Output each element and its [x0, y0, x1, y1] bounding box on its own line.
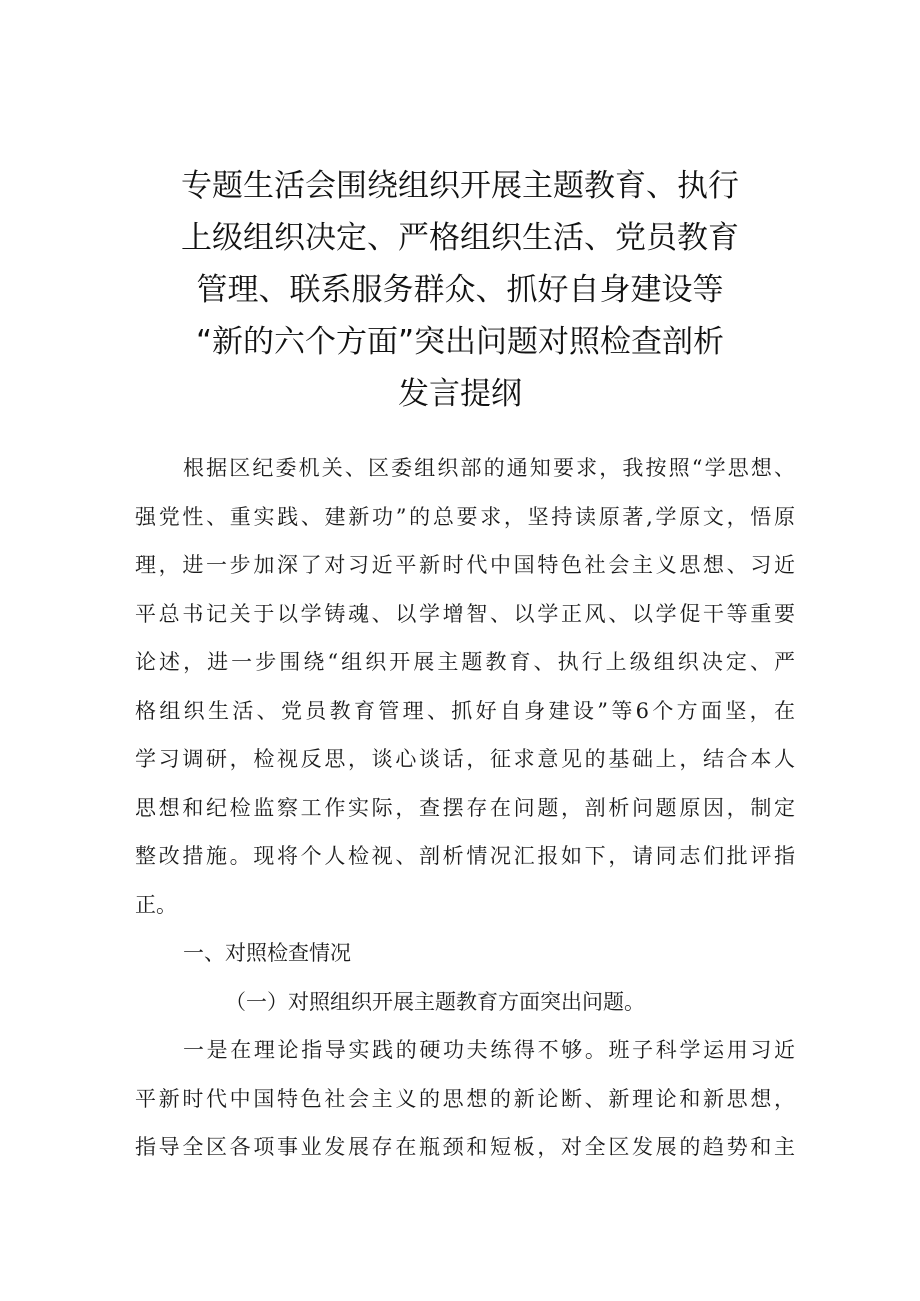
paragraph-line: 平新时代中国特色社会主义的思想的新论断、新理论和新思想，: [135, 1086, 795, 1111]
document-body: [135, 444, 795, 1172]
title-line: “新的六个方面”突出问题对照检查剖析: [195, 324, 725, 360]
paragraph-line: 格组织生活、党员教育管理、抓好自身建设”等6个方面坚，在: [135, 698, 795, 723]
paragraph-line: 强党性、重实践、建新功”的总要求，坚持读原著,学原文，悟原: [135, 504, 795, 529]
title-line: 专题生活会围绕组织开展主题教育、执行: [181, 168, 739, 204]
section-paragraph: [135, 1026, 795, 1172]
paragraph-line: 整改措施。现将个人检视、剖析情况汇报如下，请同志们批评指: [135, 844, 795, 868]
paragraph-line: 思想和纪检监察工作实际，查摆存在问题，剖析问题原因，制定: [135, 795, 795, 820]
paragraph-line: 根据区纪委机关、区委组织部的通知要求，我按照“学思想、: [183, 456, 795, 480]
paragraph-line: 正。: [135, 892, 177, 917]
title-line: 发言提纲: [398, 376, 522, 412]
paragraph-line: 论述，进一步围绕“组织开展主题教育、执行上级组织决定、严: [135, 650, 795, 674]
title-line: 上级组织决定、严格组织生活、党员教育: [181, 220, 739, 256]
title-line: 管理、联系服务群众、抓好自身建设等: [196, 272, 724, 308]
paragraph-line: 学习调研，检视反思，谈心谈话，征求意见的基础上，结合本人: [135, 747, 795, 771]
section-heading: 一、对照检查情况: [183, 941, 351, 965]
paragraph-line: 理，进一步加深了对习近平新时代中国特色社会主义思想、习近: [135, 553, 795, 577]
paragraph-line: 指导全区各项事业发展存在瓶颈和短板，对全区发展的趋势和主: [135, 1135, 795, 1159]
intro-paragraph: [135, 444, 795, 929]
subsection-heading: （一）对照组织开展主题教育方面突出问题。: [225, 989, 645, 1014]
paragraph-line: 平总书记关于以学铸魂、以学增智、以学正风、以学促干等重要: [135, 601, 795, 626]
paragraph-line: 一是在理论指导实践的硬功夫练得不够。班子科学运用习近: [183, 1038, 795, 1062]
document-title: [140, 160, 780, 420]
